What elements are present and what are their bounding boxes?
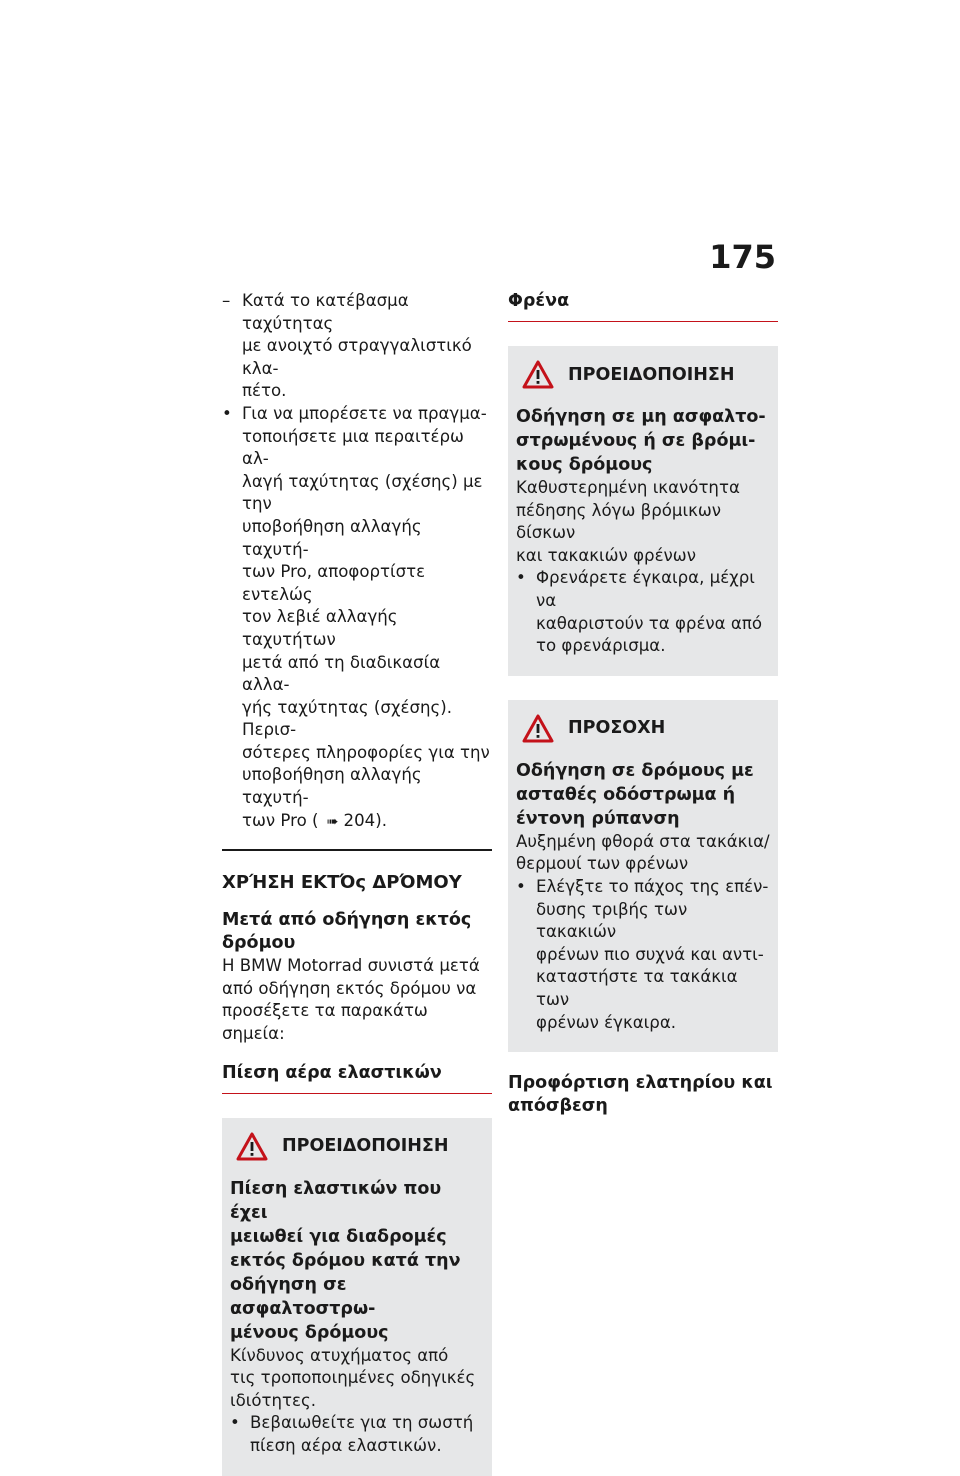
warning-triangle-icon	[522, 360, 554, 389]
right-column	[508, 290, 778, 1118]
bullet-item-line: υποβοήθηση αλλαγής ταχυτή-	[242, 516, 422, 559]
warning-subtitle: Οδήγηση σε μη ασφαλτο- στρωμένους ή σε βρόμι- κους δρόμους	[516, 407, 766, 475]
subsection-title: Πίεση αέρα ελαστικών	[222, 1062, 492, 1094]
subsection-title: Φρένα	[508, 290, 778, 322]
warning-header	[516, 360, 770, 389]
bullet-marker: •	[516, 568, 526, 588]
subheading: Μετά από οδήγηση εκτός δρόμου	[222, 910, 472, 954]
warning-title: ΠΡΟΕΙΔΟΠΟΙΗΣΗ	[568, 364, 735, 385]
caution-triangle-icon	[522, 714, 554, 743]
bullet-item-line-last	[242, 810, 492, 834]
bullet-marker: •	[222, 403, 232, 423]
caution-box	[508, 700, 778, 1052]
bullet-item-line: υποβοήθηση αλλαγής ταχυτή-	[242, 765, 422, 808]
page-reference-number: 204).	[343, 810, 387, 830]
caution-title: ΠΡΟΣΟΧΗ	[568, 718, 666, 739]
dash-item-line: με ανοιχτό στραγγαλιστικό κλα-	[242, 336, 472, 378]
page-reference-link[interactable]: ( ➠ 204).	[312, 810, 387, 830]
warning-triangle-icon	[236, 1132, 268, 1161]
bullet-item-line: μετά από τη διαδικασία αλλα-	[242, 652, 441, 695]
warning-title: ΠΡΟΕΙΔΟΠΟΙΗΣΗ	[282, 1136, 449, 1157]
body-paragraph: Η BMW Motorrad συνιστά μετά από οδήγηση εκτός δρόμου να προσέξετε τα παρακάτω σημεία:	[222, 956, 480, 1044]
dash-item-line: πέτο.	[242, 381, 287, 401]
bullet-item-line: σότερες πληροφορίες για την	[242, 742, 490, 762]
arrow-right-icon: ➠	[326, 813, 339, 830]
caution-header	[516, 714, 770, 743]
bullet-item-line: Για να μπορέσετε να πραγμα-	[242, 403, 487, 423]
bullet-item-line: λαγή ταχύτητας (σχέσης) με την	[242, 471, 483, 514]
section-heading: ΧΡΉΣΗ ΕΚΤΌς ΔΡΌΜΟΥ	[222, 849, 492, 895]
bullet-item-line: των Pro, αποφορτίστε εντελώς	[242, 562, 426, 604]
warning-box	[508, 346, 778, 676]
warning-header	[230, 1132, 484, 1161]
caution-text: Αυξημένη φθορά στα τακάκια/ θερμουί των φρένων	[516, 831, 770, 874]
dash-marker: –	[222, 291, 231, 310]
bullet-item-line: τον λεβιέ αλλαγής ταχυτήτων	[242, 607, 398, 649]
warning-bullet: • Βεβαιωθείτε για τη σωστή πίεση αέρα ελαστικών.	[230, 1413, 474, 1455]
bullet-item-line: γής ταχύτητας (σχέσης). Περισ-	[242, 697, 452, 740]
warning-subtitle: Πίεση ελαστικών που έχει μειωθεί για διαδρομές εκτός δρόμου κατά την οδήγηση σε ασφαλτοστρω- μένους δρόμους	[230, 1178, 461, 1343]
warning-bullet: • Φρενάρετε έγκαιρα, μέχρι να καθαριστούν τα φρένα από το φρενάρισμα.	[516, 568, 762, 656]
bullet-list-item	[222, 403, 492, 833]
warning-text: Κίνδυνος ατυχήματος από τις τροποποιημένες οδηγικές ιδιότητες.	[230, 1345, 476, 1410]
page-number: 175	[709, 238, 776, 276]
dash-list-item	[222, 290, 492, 403]
warning-box	[222, 1118, 492, 1476]
bullet-item-text: των Pro	[242, 810, 307, 830]
caution-subtitle: Οδήγηση σε δρόμους με ασταθές οδόστρωμα ή έντονη ρύπανση	[516, 760, 754, 829]
subheading: Προφόρτιση ελατηρίου και απόσβεση	[508, 1073, 773, 1117]
caution-bullet: • Ελέγξτε το πάχος της επέν- δυσης τριβής των τακακιών φρένων πιο συχνά και αντι- καταστήστε τα τακάκια των φρένων έγκαιρα.	[516, 876, 769, 1032]
dash-item-line: Κατά το κατέβασμα ταχύτητας	[242, 291, 409, 333]
bullet-marker: •	[516, 876, 526, 896]
warning-text: Καθυστερημένη ικανότητα πέδησης λόγω βρόμικων δίσκων και τακακιών φρένων	[516, 478, 740, 565]
bullet-item-line: τοποιήσετε μια περαιτέρω αλ-	[242, 426, 464, 469]
left-column	[222, 290, 492, 1476]
bullet-marker: •	[230, 1413, 240, 1433]
